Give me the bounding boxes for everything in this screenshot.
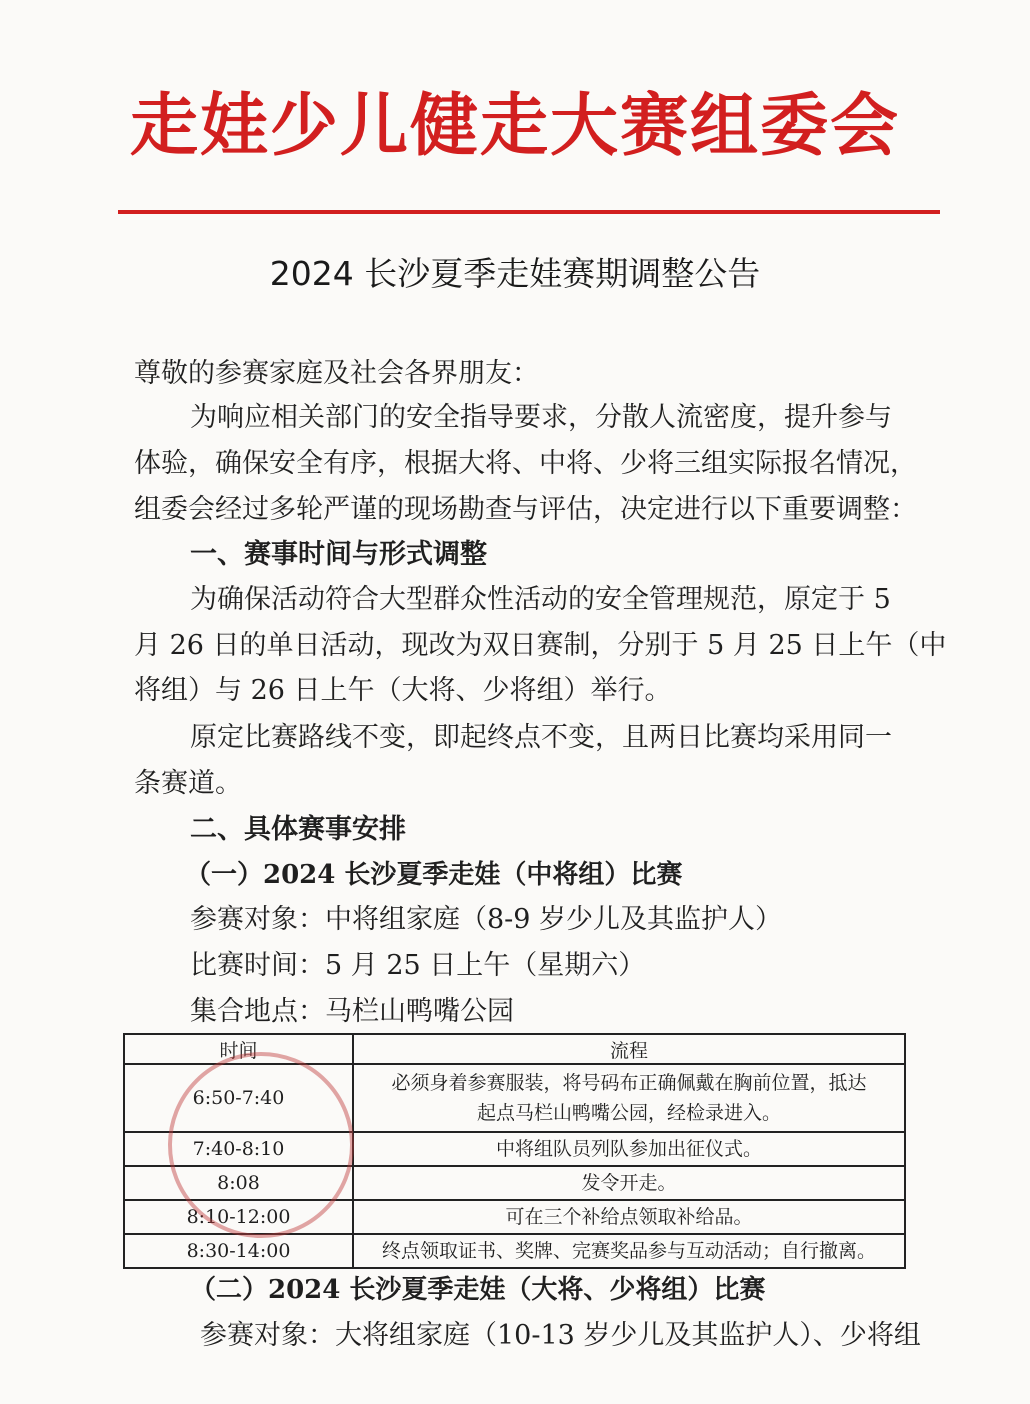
section1-para1-line-1: 为确保活动符合大型群众性活动的安全管理规范，原定于 5: [190, 584, 891, 615]
sub2-participants: 参赛对象：大将组家庭（10-13 岁少儿及其监护人）、少将组: [200, 1320, 921, 1351]
table-row: [124, 1064, 905, 1132]
row-flow: 中将组队员列队参加出征仪式。: [353, 1132, 905, 1166]
table-header-time: 时间: [124, 1034, 353, 1064]
sub1-heading: （一）2024 长沙夏季走娃（中将组）比赛: [185, 860, 683, 890]
table-row: [124, 1200, 905, 1234]
row-time: 8:08: [124, 1166, 353, 1200]
sub2-heading: （二）2024 长沙夏季走娃（大将、少将组）比赛: [190, 1275, 766, 1305]
row-time: 7:40-8:10: [124, 1132, 353, 1166]
intro-line-3: 组委会经过多轮严谨的现场勘查与评估，决定进行以下重要调整：: [134, 494, 917, 525]
row-flow-line: 必须身着参赛服装，将号码布正确佩戴在胸前位置，抵达: [391, 1072, 867, 1094]
row-time: 8:10-12:00: [124, 1200, 353, 1234]
row-time: 8:30-14:00: [124, 1234, 353, 1268]
row-flow-line: 起点马栏山鸭嘴公园，经检录进入。: [476, 1102, 781, 1124]
schedule-table: [123, 1033, 906, 1269]
sub1-participants: 参赛对象：中将组家庭（8-9 岁少儿及其监护人）: [190, 904, 783, 935]
section1-para2-line-2: 条赛道。: [134, 768, 242, 799]
section1-para1-line-3: 将组）与 26 日上午（大将、少将组）举行。: [134, 675, 672, 706]
row-time: 6:50-7:40: [124, 1064, 353, 1132]
row-flow: 可在三个补给点领取补给品。: [353, 1200, 905, 1234]
red-divider: [118, 210, 940, 214]
table-row: [124, 1166, 905, 1200]
section2-heading: 二、具体赛事安排: [190, 814, 406, 845]
row-flow: [353, 1064, 905, 1132]
table-row: [124, 1132, 905, 1166]
intro-line-2: 体验，确保安全有序，根据大将、中将、少将三组实际报名情况，: [134, 448, 917, 479]
intro-line-1: 为响应相关部门的安全指导要求，分散人流密度，提升参与: [190, 402, 892, 433]
organization-title: 走娃少儿健走大赛组委会: [129, 87, 900, 166]
table-header-row: [124, 1034, 905, 1064]
section1-para2-line-1: 原定比赛路线不变，即起终点不变，且两日比赛均采用同一: [190, 722, 892, 753]
sub1-time: 比赛时间：5 月 25 日上午（星期六）: [190, 950, 646, 981]
table-header-flow: 流程: [353, 1034, 905, 1064]
section1-para1-line-2: 月 26 日的单日活动，现改为双日赛制，分别于 5 月 25 日上午（中: [134, 630, 947, 661]
section1-heading: 一、赛事时间与形式调整: [190, 539, 487, 570]
row-flow: 发令开走。: [353, 1166, 905, 1200]
sub1-venue: 集合地点：马栏山鸭嘴公园: [190, 996, 514, 1027]
table-row: [124, 1234, 905, 1268]
greeting: 尊敬的参赛家庭及社会各界朋友：: [134, 358, 539, 389]
document-title: 2024 长沙夏季走娃赛期调整公告: [269, 254, 761, 293]
row-flow: 终点领取证书、奖牌、完赛奖品参与互动活动；自行撤离。: [353, 1234, 905, 1268]
